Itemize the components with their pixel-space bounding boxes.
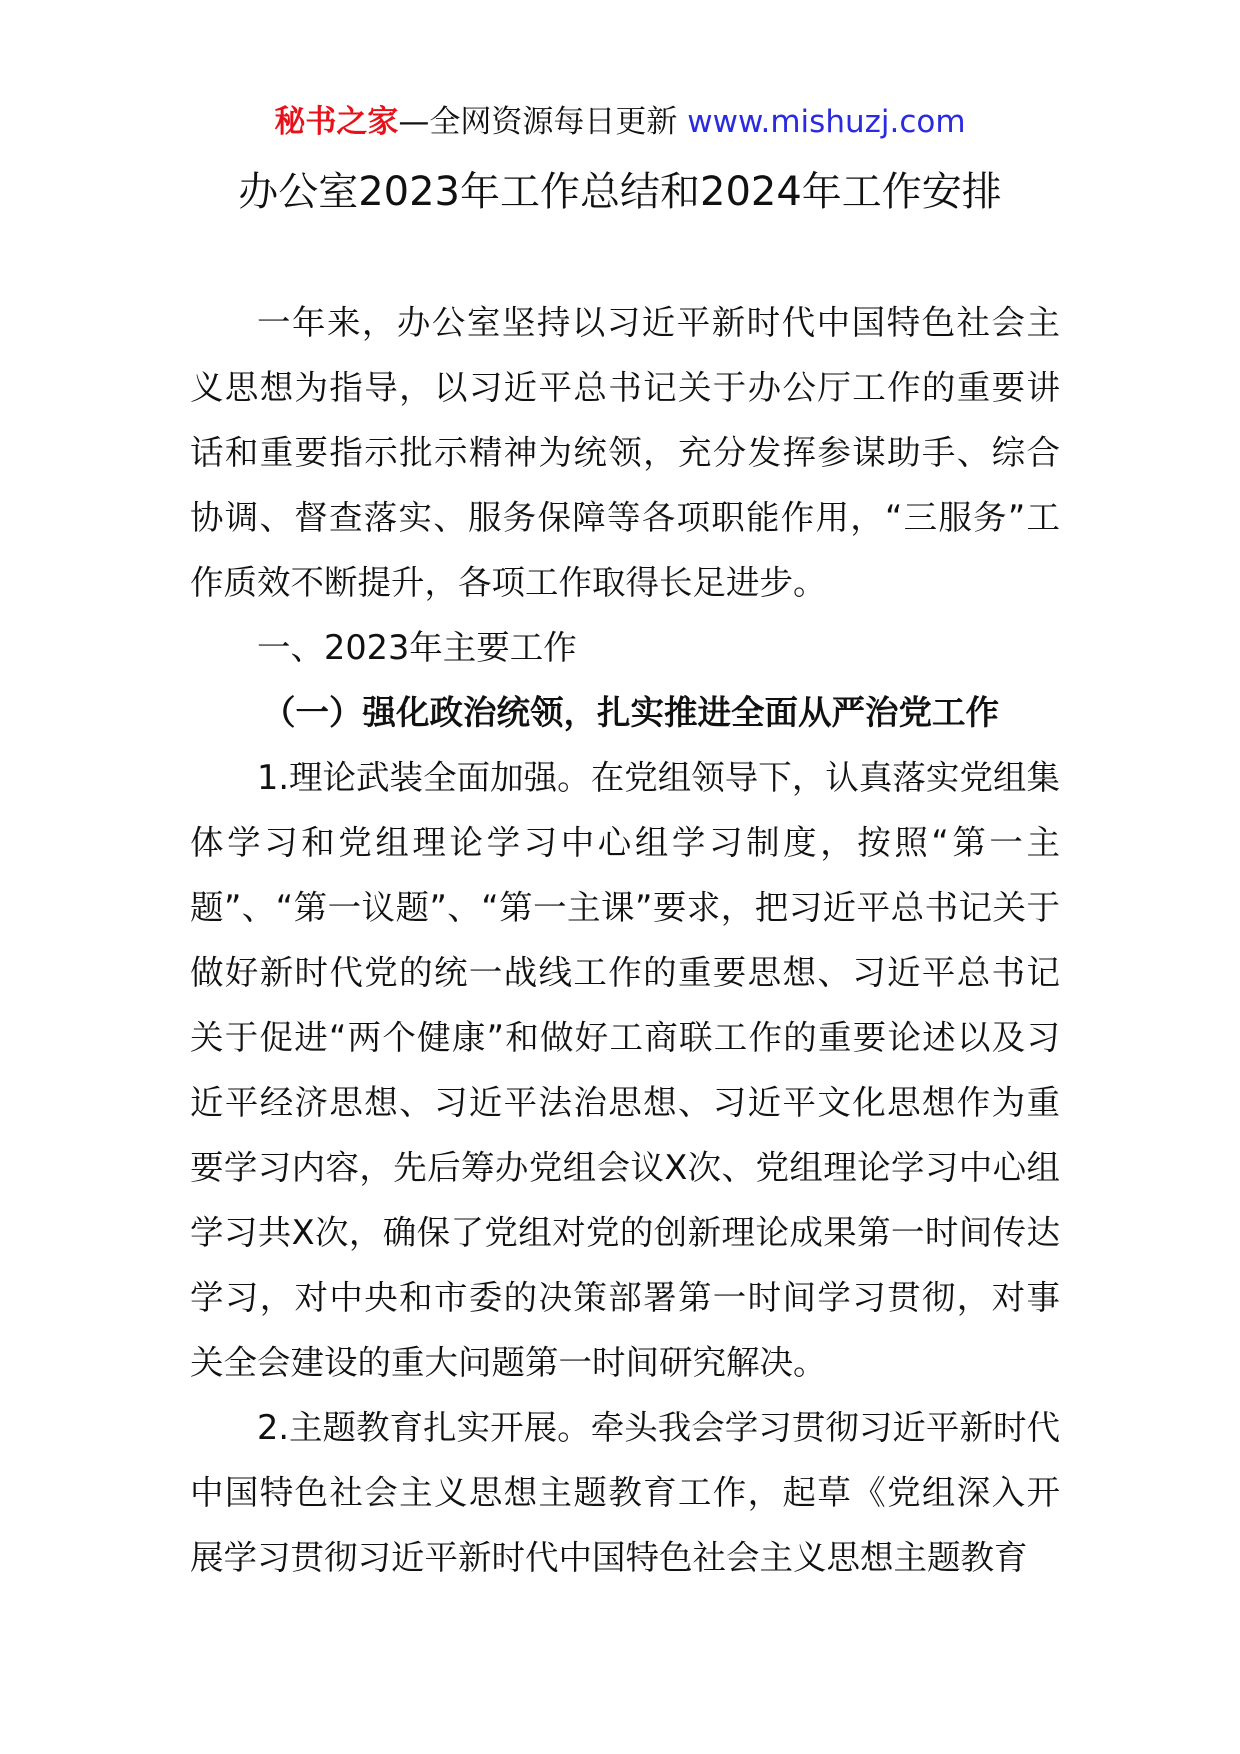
paragraph-theme-education: 2.主题教育扎实开展。牵头我会学习贯彻习近平新时代中国特色社会主义思想主题教育工作，起草《党组深入开展学习贯彻习近平新时代中国特色社会主义思想主题教育 [190, 1408, 1060, 1577]
document-body [190, 290, 1060, 1590]
site-brand: 秘书之家 [274, 104, 399, 140]
subsection-heading: （一）强化政治统领，扎实推进全面从严治党工作 [262, 693, 1000, 732]
intro-paragraph: 一年来，办公室坚持以习近平新时代中国特色社会主义思想为指导，以习近平总书记关于办公厅工作的重要讲话和重要指示批示精神为统领，充分发挥参谋助手、综合协调、督查落实、服务保障等各项职能作用，“三服务”工作质效不断提升，各项工作取得长足进步。 [190, 303, 1060, 602]
paragraph-theory-study: 1.理论武装全面加强。在党组领导下，认真落实党组集体学习和党组理论学习中心组学习制度，按照“第一主题”、“第一议题”、“第一主课”要求，把习近平总书记关于做好新时代党的统一战线工作的重要思想、习近平总书记关于促进“两个健康”和做好工商联工作的重要论述以及习近平经济思想、习近平法治思想、习近平文化思想作为重要学习内容，先后筹办党组会议X次、党组理论学习中心组学习共X次，确保了党组对党的创新理论成果第一时间传达学习，对中央和市委的决策部署第一时间学习贯彻，对事关全会建设的重大问题第一时间研究解决。 [190, 758, 1060, 1382]
site-url-link[interactable]: www.mishuzj.com [687, 104, 966, 140]
document-title: 办公室2023年工作总结和2024年工作安排 [238, 169, 1002, 215]
site-tagline: —全网资源每日更新 [398, 104, 678, 140]
site-header [0, 100, 1240, 144]
section-heading: 一、2023年主要工作 [257, 628, 577, 667]
